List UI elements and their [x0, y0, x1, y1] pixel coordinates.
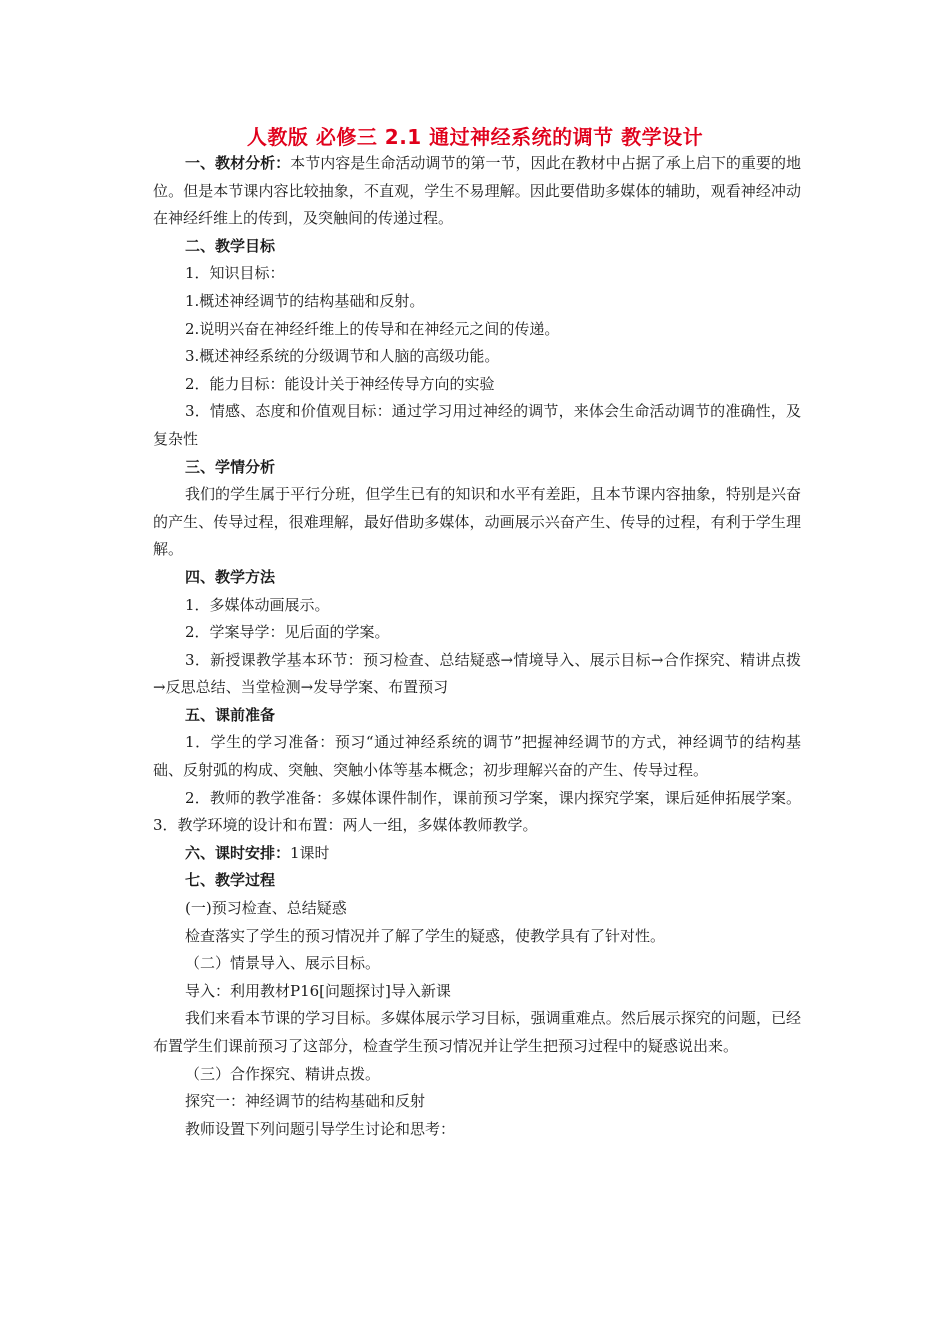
paragraph: 1．多媒体动画展示。 [185, 595, 330, 614]
paragraph: 探究一：神经调节的结构基础和反射 [185, 1092, 426, 1111]
section-heading: 二、教学目标 [185, 236, 276, 255]
paragraph: (一)预习检查、总结疑惑 [185, 899, 347, 918]
paragraph: 教师设置下列问题引导学生讨论和思考： [185, 1119, 456, 1138]
section-heading: 三、学情分析 [185, 457, 276, 476]
paragraph: 3．情感、态度和价值观目标：通过学习用过神经的调节，来体会生命活动调节的准确性，及复杂性 [153, 402, 801, 448]
section-heading: 四、教学方法 [185, 567, 276, 586]
paragraph: （三）合作探究、精讲点拨。 [185, 1064, 381, 1083]
paragraph: 1．知识目标： [185, 264, 285, 283]
section-text: 1课时 [290, 843, 330, 862]
paragraph: 导入：利用教材P16[问题探讨]导入新课 [185, 981, 451, 1000]
section-heading: 七、教学过程 [185, 871, 276, 890]
document-body [153, 150, 801, 1143]
document-title: 人教版 必修三 2.1 通过神经系统的调节 教学设计 [246, 125, 704, 149]
section-heading: 五、课前准备 [185, 705, 276, 724]
paragraph: 3.概述神经系统的分级调节和人脑的高级功能。 [185, 347, 500, 366]
paragraph: 我们来看本节课的学习目标。多媒体展示学习目标，强调重难点。然后展示探究的问题，已经布置学生们课前预习了这部分，检查学生预习情况并让学生把预习过程中的疑惑说出来。 [153, 1009, 801, 1055]
section-text: 本节内容是生命活动调节的第一节，因此在教材中占据了承上启下的重要的地位。但是本节课内容比较抽象，不直观，学生不易理解。因此要借助多媒体的辅助，观看神经冲动在神经纤维上的传到，及突触间的传递过程。 [153, 154, 801, 228]
paragraph: 1．学生的学习准备：预习“通过神经系统的调节”把握神经调节的方式，神经调节的结构基础、反射弧的构成、突触、突触小体等基本概念；初步理解兴奋的产生、传导过程。 [153, 733, 801, 780]
paragraph: （二）情景导入、展示目标。 [185, 954, 381, 973]
paragraph: 2．能力目标：能设计关于神经传导方向的实验 [185, 374, 495, 393]
paragraph: 我们的学生属于平行分班，但学生已有的知识和水平有差距，且本节课内容抽象，特别是兴奋的产生、传导过程，很难理解，最好借助多媒体，动画展示兴奋产生、传导的过程，有利于学生理解。 [153, 485, 801, 559]
section-heading: 六、课时安排： [185, 843, 291, 862]
paragraph: 3．新授课教学基本环节：预习检查、总结疑惑→情境导入、展示目标→合作探究、精讲点拨→反思总结、当堂检测→发导学案、布置预习 [153, 650, 801, 697]
paragraph: 2.说明兴奋在神经纤维上的传导和在神经元之间的传递。 [185, 319, 560, 338]
section-class-hours [153, 840, 801, 868]
section-heading: 一、教材分析： [185, 154, 291, 172]
paragraph: 2．学案导学：见后面的学案。 [185, 623, 390, 642]
section-textbook-analysis [153, 150, 801, 233]
paragraph: 1.概述神经调节的结构基础和反射。 [185, 291, 425, 310]
paragraph: 2．教师的教学准备：多媒体课件制作，课前预习学案，课内探究学案，课后延伸拓展学案。3．教学环境的设计和布置：两人一组，多媒体教师教学。 [153, 788, 801, 835]
paragraph: 检查落实了学生的预习情况并了解了学生的疑惑，使教学具有了针对性。 [185, 926, 666, 945]
